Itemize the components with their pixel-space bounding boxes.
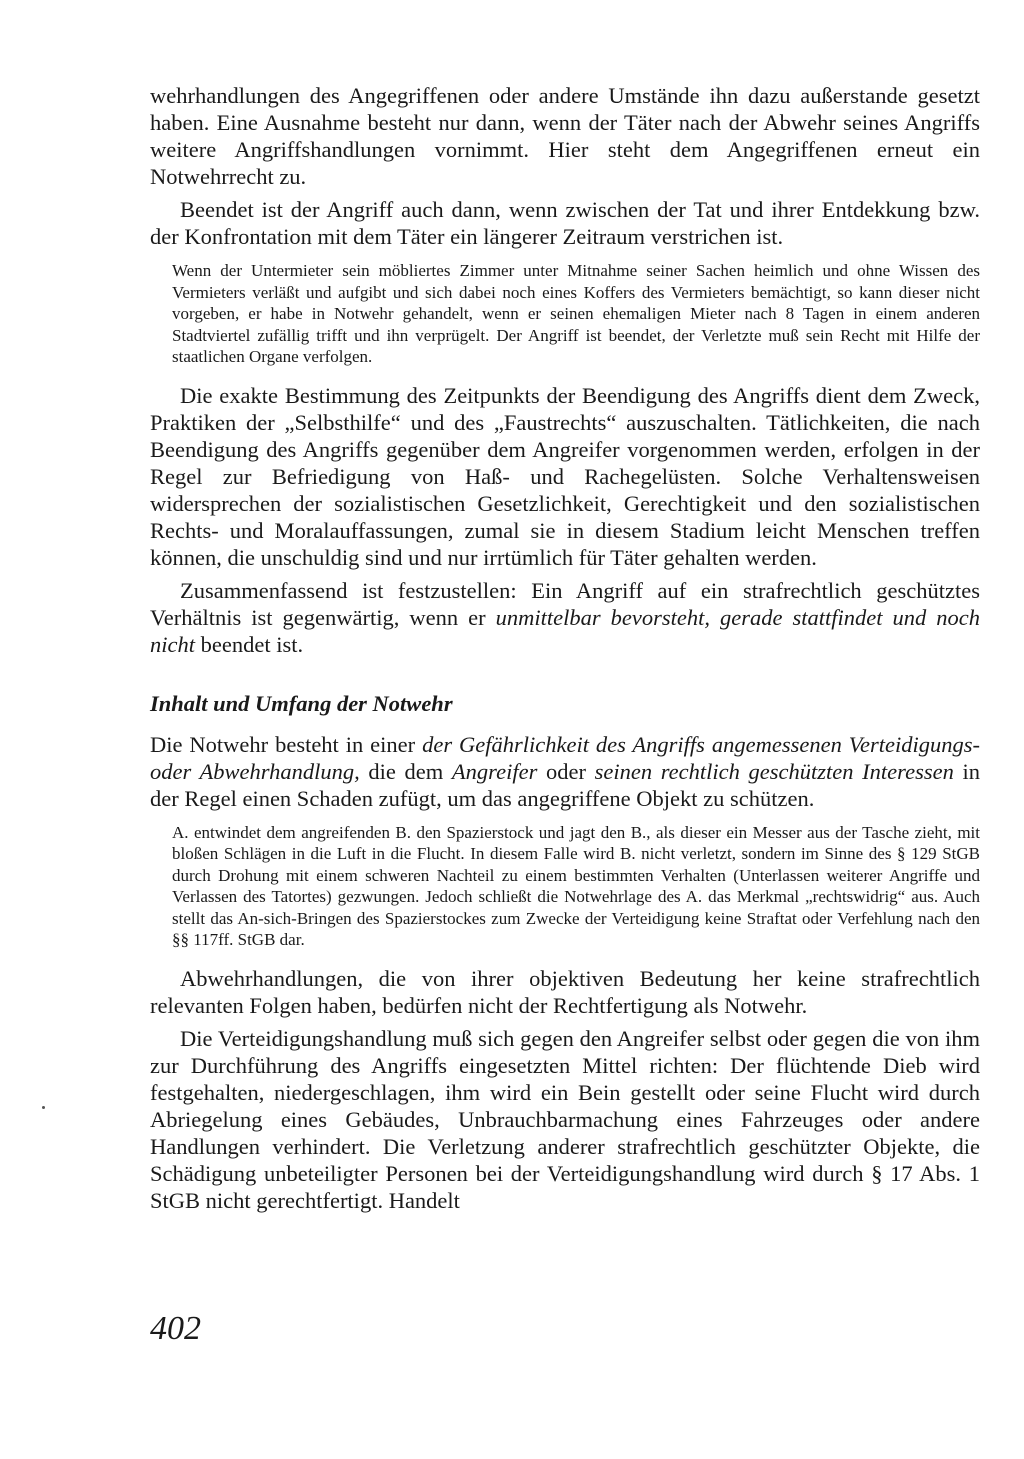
paragraph-notwehr-definition [150, 731, 980, 812]
definition-text-b: die dem [359, 758, 452, 784]
paragraph-attack-ended: Beendet ist der Angriff auch dann, wenn zwischen der Tat und ihrer Entdekkung bzw. der Konfrontation mit dem Täter ein längerer Zeitraum verstrichen ist. [150, 197, 980, 249]
section-heading: Inhalt und Umfang der Notwehr [150, 690, 453, 716]
paragraph-continuation: wehrhandlungen des Angegriffenen oder andere Umstände ihn dazu außerstande gesetzt haben. Eine Ausnahme besteht nur dann, wenn der Täter nach der Abwehr seines Angriffs weitere Angriffshandlungen vornimmt. Hier steht dem Angegriffenen erneut ein Notwehrrecht zu. [150, 83, 980, 189]
scan-speck [42, 1106, 45, 1109]
definition-emphasis-2: Angreifer [451, 758, 538, 784]
example-subtenant: Wenn der Untermieter sein möbliertes Zimmer unter Mitnahme seiner Sachen heimlich und ohne Wissen des Vermieters verläßt und aufgibt und sich dabei noch eines Koffers des Vermieters bemächtigt, so kann dieser nicht vorgeben, er habe in Notwehr gehandelt, wenn er seinen ehemaligen Mieter nach 8 Tagen in einem anderen Stadtviertel zufällig trifft und ihn verprügelt. Der Angriff ist beendet, der Verletzte muß sein Recht mit Hilfe der staatlichen Organe verfolgen. [172, 261, 980, 366]
paragraph-defense-acts: Abwehrhandlungen, die von ihrer objektiven Bedeutung her keine strafrechtlich relevanten Folgen haben, bedürfen nicht der Rechtfertigung als Notwehr. [150, 965, 980, 1018]
example-walking-stick: A. entwindet dem angreifenden B. den Spazierstock und jagt den B., als dieser ein Messer aus der Tasche zieht, mit bloßen Schlägen in die Luft in die Flucht. In diesem Falle wird B. nicht verletzt, sondern im Sinne des § 129 StGB durch Drohung mit einem schweren Nachteil zu einem bestimmten Verhalten (Unterlassen weiterer Angriffe und Verlassen des Tatortes) gezwungen. Jedoch schließt die Notwehrlage des A. das Merkmal „rechtswidrig“ aus. Auch stellt das An-sich-Bringen des Spazierstockes zum Zwecke der Verteidigung keine Straftat oder Verfehlung nach den §§ 117ff. StGB dar. [172, 822, 980, 949]
definition-emphasis-3: seinen rechtlich geschützten Interessen [594, 758, 954, 784]
definition-text-a: Die Notwehr besteht in einer [150, 731, 423, 757]
paragraph-defense-direction: Die Verteidigungshandlung muß sich gegen den Angreifer selbst oder gegen die von ihm zur Durchführung des Angriffs eingesetzten Mittel richten: Der flüchtende Dieb wird festgehalten, niedergeschlagen, ihm wird ein Bein gestellt oder seine Flucht wird durch Abriegelung eines Gebäudes, Unbrauchbarmachung eines Fahrzeuges oder andere Handlungen verhindert. Die Verletzung anderer strafrechtlich geschützter Objekte, die Schädigung unbeteiligter Personen bei der Verteidigungshandlung wird durch § 17 Abs. 1 StGB nicht gerechtfertigt. Handelt [150, 1025, 980, 1213]
definition-text-d: in der Regel einen Schaden zufügt, um das angegriffene Objekt zu schützen. [150, 758, 980, 811]
definition-emphasis-1: der Gefährlichkeit des Angriffs angemessenen Verteidigungs- oder Abwehrhandlung, [150, 731, 980, 784]
page-number: 402 [150, 1310, 201, 1347]
paragraph-exact-timing: Die exakte Bestimmung des Zeitpunkts der Beendigung des Angriffs dient dem Zweck, Praktiken der „Selbsthilfe“ und des „Faustrechts“ auszuschalten. Tätlichkeiten, die nach Beendigung des Angriffs gegenüber dem Angreifer vorgenommen werden, erfolgen in der Regel zur Befriedigung von Haß- und Rachegelüsten. Solche Verhaltensweisen widersprechen der sozialistischen Gesetzlichkeit, Gerechtigkeit und den sozialistischen Rechts- und Moralauffassungen, zumal sie in diesem Stadium leicht Menschen treffen können, die unschuldig sind und nur irrtümlich für Täter gehalten werden. [150, 382, 980, 570]
summary-text-start: Zusammenfassend ist festzustellen: Ein Angriff auf ein strafrechtlich geschütztes Verhältnis ist gegenwärtig, wenn er [150, 577, 980, 630]
summary-emphasis: unmittelbar bevorsteht, gerade stattfindet und noch nicht [150, 604, 980, 657]
definition-text-c: oder [537, 758, 595, 784]
paragraph-summary [150, 577, 980, 658]
summary-text-end: beendet ist. [195, 631, 304, 657]
page-content [150, 82, 980, 1214]
